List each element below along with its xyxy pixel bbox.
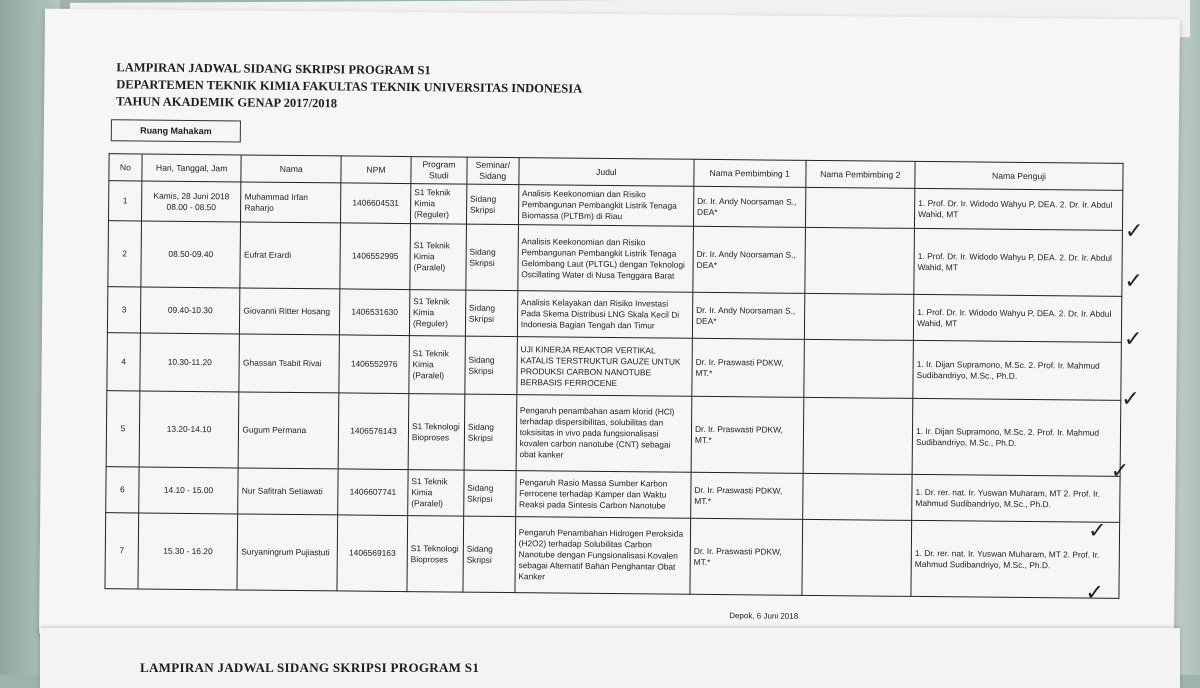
row-time: 08.50-09.40 <box>141 221 241 288</box>
check-mark-3: ✓ <box>1123 326 1143 353</box>
row-examiners: 1. Ir. Dijan Supramono, M.Sc. 2. Prof. Ir. Mahmud Sudibandriyo, M.Sc., Ph.D. <box>913 340 1121 400</box>
row-supervisor-1: Dr. Ir. Andy Noorsaman S., DEA* <box>693 226 805 293</box>
row-type: Sidang Skripsi <box>463 516 516 592</box>
check-mark-5: ✓ <box>1110 458 1130 484</box>
row-supervisor-2 <box>804 227 914 294</box>
next-page-title: LAMPIRAN JADWAL SIDANG SKRIPSI PROGRAM S1 <box>140 660 480 675</box>
row-supervisor-1: Dr. Ir. Andy Noorsaman S., DEA* <box>693 186 805 227</box>
row-examiners: 1. Ir. Dijan Supramono, M.Sc. 2. Prof. Ir. Mahmud Sudibandriyo, M.Sc., Ph.D. <box>912 398 1121 476</box>
row-program: S1 Teknik Kimia (Paralel) <box>408 470 464 517</box>
row-supervisor-2 <box>805 187 915 228</box>
header-line-3: TAHUN AKADEMIK GENAP 2017/2018 <box>116 94 338 111</box>
check-mark-4: ✓ <box>1121 386 1140 413</box>
row-program: S1 Teknologi Bioproses <box>407 516 464 593</box>
row-npm: 1406607741 <box>338 469 408 516</box>
row-name: Nur Safitrah Setiawati <box>238 468 338 515</box>
row-examiners: 1. Prof. Dr. Ir. Widodo Wahyu P, DEA. 2. Dr. Ir. Abdul Wahid, MT <box>914 228 1123 296</box>
row-name: Gugum Permana <box>239 392 339 469</box>
col-no: No <box>109 154 142 181</box>
row-no: 2 <box>108 221 142 287</box>
col-supervisor-2: Nama Pembimbing 2 <box>805 160 915 188</box>
row-no: 1 <box>108 181 141 221</box>
header-line-1: LAMPIRAN JADWAL SIDANG SKRIPSI PROGRAM S1 <box>116 60 431 78</box>
row-no: 4 <box>107 333 140 391</box>
room-label: Ruang Mahakam <box>111 119 241 142</box>
row-npm: 1406604531 <box>341 183 411 224</box>
row-program: S1 Teknik Kimia (Paralel) <box>410 224 467 291</box>
row-type: Sidang Skripsi <box>466 184 518 224</box>
col-supervisor-1: Nama Pembimbing 1 <box>694 159 806 187</box>
row-type: Sidang Skripsi <box>466 224 519 290</box>
row-npm: 1406569163 <box>337 515 408 592</box>
col-type: Seminar/ Sidang <box>467 157 519 184</box>
row-npm: 1406552995 <box>340 223 410 290</box>
row-supervisor-1: Dr. Ir. Praswasti PDKW, MT.* <box>690 518 802 595</box>
col-title: Judul <box>519 158 694 187</box>
schedule-sheet <box>39 9 1180 645</box>
row-supervisor-2 <box>802 473 912 520</box>
check-mark-1: ✓ <box>1124 218 1144 245</box>
row-name: Giovanni Ritter Hosang <box>240 288 340 335</box>
table-row <box>107 333 1122 401</box>
row-npm: 1406531630 <box>340 289 410 336</box>
row-program: S1 Teknologi Bioproses <box>408 394 465 471</box>
row-time: 14.10 - 15.00 <box>139 467 239 514</box>
row-supervisor-2 <box>801 519 911 596</box>
row-examiners: 1. Prof. Dr. Ir. Widodo Wahyu P, DEA. 2. Dr. Ir. Abdul Wahid, MT <box>913 294 1121 342</box>
row-time: Kamis, 28 Juni 2018 08.00 - 08.50 <box>141 181 241 222</box>
row-name: Eufrat Erardi <box>240 222 340 289</box>
col-examiners: Nama Penguji <box>915 161 1123 190</box>
row-title: Analisis Keekonomian dan Risiko Pembangunan Pembangkit Listrik Tenaga Gelombang Laut (PLTGL) dengan Teknologi Oscillating Water di Nusa Tenggara Barat <box>518 225 694 293</box>
row-supervisor-2 <box>804 293 914 340</box>
row-supervisor-2 <box>803 339 913 398</box>
row-name: Muhammad Irfan Raharjo <box>241 182 341 223</box>
row-no: 7 <box>105 513 139 589</box>
row-supervisor-1: Dr. Ir. Praswasti PDKW, MT.* <box>691 396 803 473</box>
row-type: Sidang Skripsi <box>465 290 517 336</box>
row-no: 6 <box>106 467 139 513</box>
row-supervisor-2 <box>803 397 913 474</box>
row-name: Ghassan Tsabit Rivai <box>239 334 339 393</box>
row-title: Pengaruh Penambahan Hidrogen Peroksida (H2O2) terhadap Solubilitas Carbon Nanotube dengan Fungsionalisasi Kovalen sebagai Alternatif Bahan Penghantar Obat Kanker <box>515 517 691 595</box>
col-program: Program Studi <box>411 157 467 185</box>
row-supervisor-1: Dr. Ir. Praswasti PDKW, MT.* <box>691 472 803 519</box>
check-mark-7: ✓ <box>1085 580 1105 606</box>
row-examiners: 1. Dr. rer. nat. Ir. Yuswan Muharam, MT 2. Prof. Ir. Mahmud Sudibandriyo, M.Sc., Ph.D. <box>912 474 1120 522</box>
table-row <box>105 513 1120 599</box>
row-type: Sidang Skripsi <box>465 336 517 394</box>
next-page-sheet <box>40 628 1180 688</box>
row-title: Pengaruh penambahan asam klorid (HCl) terhadap dispersibilitas, solubilitas dan toksisitas in vivo pada fungsionalisasi kovalen carbon nanotube (CNT) sebagai obat kanker <box>516 395 692 473</box>
row-no: 3 <box>107 287 140 333</box>
table-row <box>106 391 1121 477</box>
row-time: 09.40-10.30 <box>140 287 240 334</box>
col-npm: NPM <box>341 156 411 184</box>
row-title: Analisis Keekonomian dan Risiko Pembangunan Pembangkit Listrik Tenaga Biomassa (PLTBm) di Riau <box>518 185 694 227</box>
row-time: 10.30-11.20 <box>140 333 240 392</box>
row-title: Analisis Kelayakan dan Risiko Investasi Pada Skema Distribusi LNG Skala Kecil Di Indonesia Bagian Tengah dan Timur <box>517 291 693 339</box>
row-title: UJI KINERJA REAKTOR VERTIKAL KATALIS TERSTRUKTUR GAUZE UNTUK PRODUKSI CARBON NANOTUBE BERBASIS FERROCENE <box>517 337 693 397</box>
row-time: 13.20-14.10 <box>139 391 239 468</box>
row-type: Sidang Skripsi <box>464 470 516 516</box>
col-time: Hari, Tanggal, Jam <box>142 154 242 182</box>
check-mark-2: ✓ <box>1124 268 1144 295</box>
row-supervisor-1: Dr. Ir. Praswasti PDKW, MT.* <box>692 338 804 397</box>
table-row <box>108 221 1123 297</box>
row-title: Pengaruh Rasio Massa Sumber Karbon Ferrocene terhadap Kamper dan Waktu Reaksi pada Sintesis Carbon Nanotube <box>515 471 691 519</box>
row-examiners: 1. Prof. Dr. Ir. Widodo Wahyu P, DEA. 2. Dr. Ir. Abdul Wahid, MT <box>915 188 1123 230</box>
check-mark-6: ✓ <box>1087 518 1107 544</box>
row-supervisor-1: Dr. Ir. Andy Noorsaman S., DEA* <box>692 292 804 339</box>
row-program: S1 Teknik Kimia (Reguler) <box>410 184 466 225</box>
row-program: S1 Teknik Kimia (Reguler) <box>409 290 465 337</box>
header-line-2: DEPARTEMEN TEKNIK KIMIA FAKULTAS TEKNIK UNIVERSITAS INDONESIA <box>116 77 583 96</box>
row-type: Sidang Skripsi <box>464 394 517 470</box>
row-npm: 1406576143 <box>338 393 409 470</box>
row-time: 15.30 - 16.20 <box>138 513 238 590</box>
row-examiners: 1. Dr. rer. nat. Ir. Yuswan Muharam, MT 2. Prof. Ir. Mahmud Sudibandriyo, M.Sc., Ph.D. <box>911 520 1120 598</box>
sheet-header <box>116 59 582 114</box>
row-npm: 1406552976 <box>339 335 409 394</box>
row-program: S1 Teknik Kimia (Paralel) <box>409 336 465 395</box>
row-name: Suryaningrum Pujiastuti <box>237 514 337 591</box>
col-name: Nama <box>241 155 341 183</box>
schedule-table <box>104 153 1123 599</box>
row-no: 5 <box>106 391 140 467</box>
footer-date: Depok, 6 Juni 2018 <box>729 611 799 621</box>
